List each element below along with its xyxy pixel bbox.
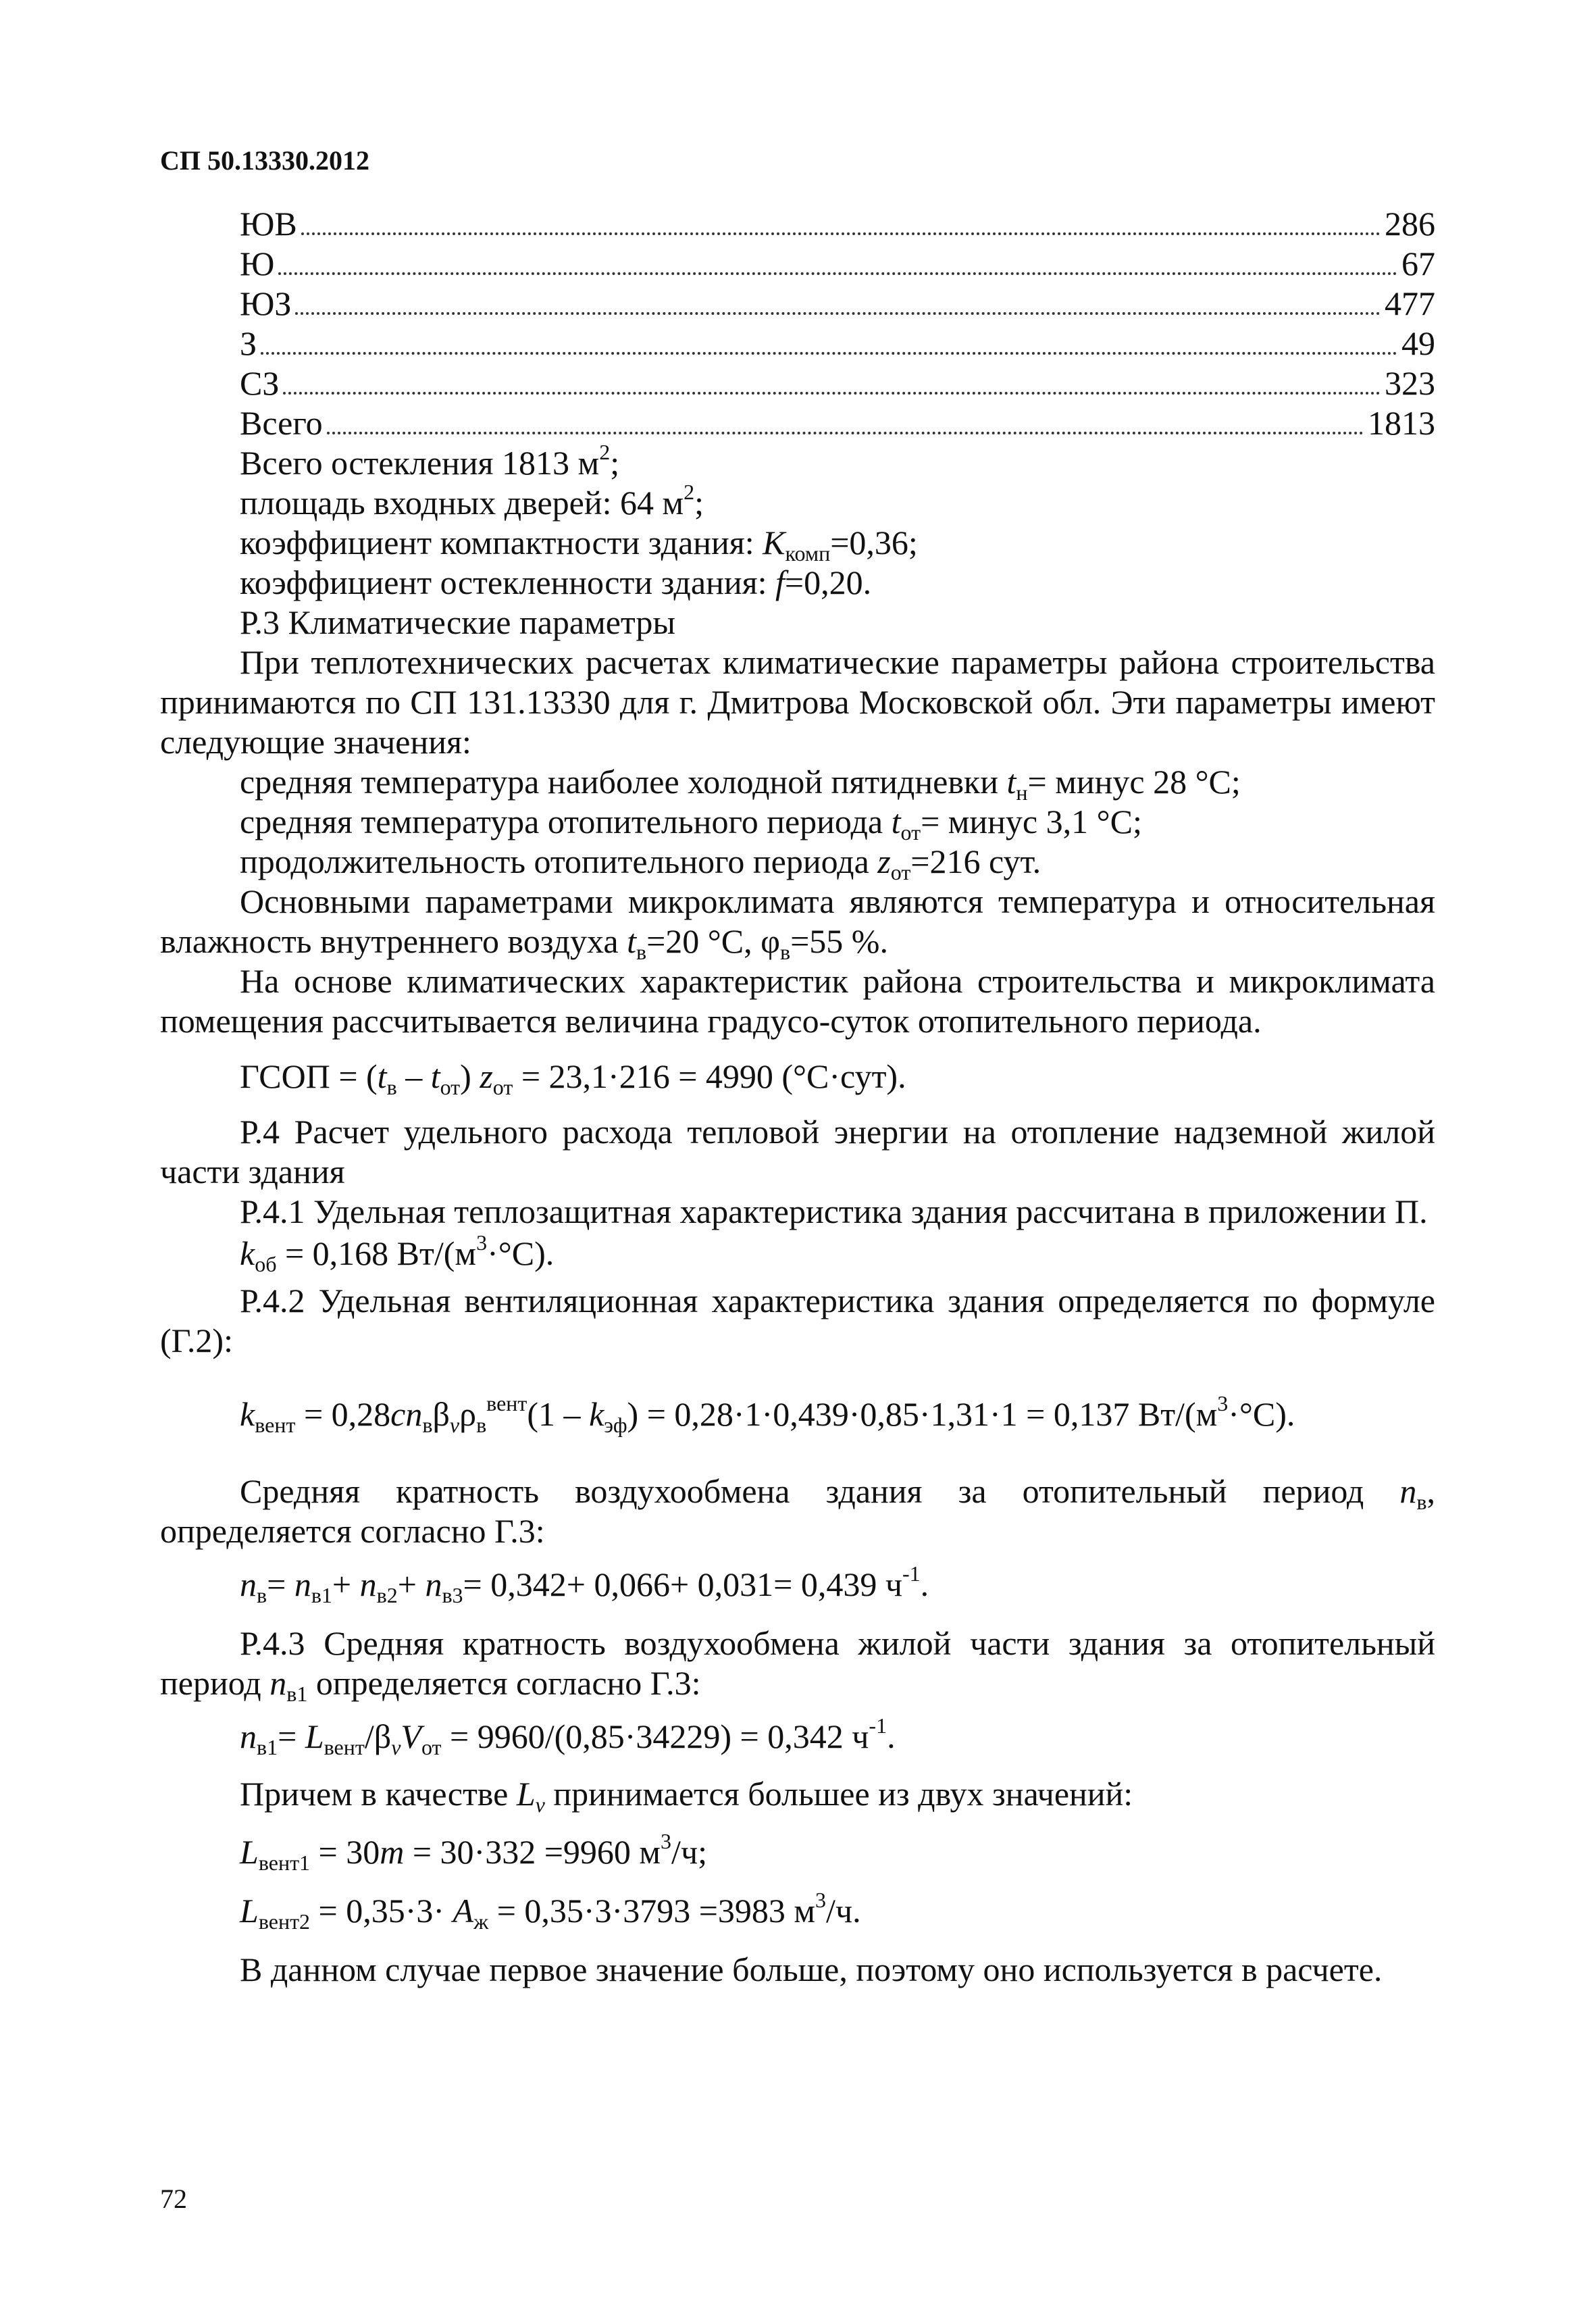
section-p4-title: Р.4 Расчет удельного расхода тепловой энергии на отопление надземной жилой (240, 1113, 1435, 1151)
nv-formula: $n_в= n_{в1}+ n_{в2}+ n_{в3}= 0,342+ 0,066+ 0,031= 0,439$ $ч^{-1}$. (240, 1561, 929, 1607)
kvent-formula: $k_{вент} = 0,28cn_в\beta_v\rho_в^{вент}(1 - k_{эф}) = 0,28\cdot 1\cdot 0,439\cdot 0,85\cdot 1,31\cdot 1 = 0,137$ $Вт/(м^3\cdot^\circ С)$. (240, 1391, 1295, 1437)
orientation-label: ЮЗ (240, 284, 292, 322)
paragraph-line: следующие значения: (160, 723, 471, 761)
dot-leader (301, 232, 1381, 235)
k-ob-value: = 0,168 Вт/(м (276, 1234, 477, 1272)
compactness-subscript: комп (785, 541, 831, 565)
paragraph-p42: Р.4.2 Удельная вентиляционная характеристика здания определяется по формуле (240, 1282, 1435, 1319)
document-code-header: СП 50.13330.2012 (160, 145, 369, 176)
formula-part: ) (460, 1057, 480, 1095)
orientation-row (240, 207, 1435, 243)
compactness-symbol: K (763, 524, 786, 561)
t-heat-text: средняя температура отопительного периода (240, 803, 892, 840)
paragraph-line: влажность внутреннего воздуха $t_в=20$ °С, $\varphi_в=55$ %. (160, 922, 888, 964)
glazing-coefficient (240, 565, 871, 599)
compactness-coefficient (240, 524, 918, 565)
t-heat-value: = минус 3,1 °С; (921, 803, 1142, 840)
glazing-coef-symbol: f (775, 563, 785, 601)
heating-period-temperature: средняя температура отопительного периода $t_{от}=$ минус 3,1 °С; (240, 803, 1142, 845)
compactness-value: =0,36; (830, 524, 918, 561)
glazing-text: Всего остекления 1813 м (240, 444, 600, 482)
paragraph-line: На основе климатических характеристик района строительства и микроклимата (240, 962, 1435, 1000)
orientation-row (240, 326, 1435, 363)
glazing-total: Всего остекления 1813 $м^2$; (240, 440, 620, 482)
lv-text: принимается большее из двух значений: (544, 1775, 1133, 1813)
formula-part: = 0,35·3· (310, 1892, 453, 1930)
micro-text: =55 %. (790, 922, 888, 960)
paragraph-nv: Средняя кратность воздухообмена здания за отопительный период $n_в$, (240, 1472, 1435, 1514)
cold-five-day-temperature: средняя температура наиболее холодной пятидневки $t_н=$ минус 28 °С; (240, 763, 1241, 805)
paragraph-line: При теплотехнических расчетах климатические параметры района строительства (240, 643, 1435, 681)
door-area-text: площадь входных дверей: 64 м (240, 484, 684, 522)
formula-part: /ч; (671, 1833, 707, 1871)
heating-period-duration: продолжительность отопительного периода $z_{от}=216$ сут. (240, 842, 1041, 884)
formula-part: = 30·332 =9960 м (404, 1833, 661, 1871)
door-area: площадь входных дверей: 64 $м^2$; (240, 480, 704, 522)
orientation-label: Ю (240, 245, 275, 282)
orientation-value: 323 (1385, 364, 1435, 402)
dot-leader (327, 432, 1364, 434)
z-text: продолжительность отопительного периода (240, 842, 878, 880)
nv-text: Средняя кратность воздухообмена здания за отопительный период (240, 1472, 1364, 1510)
dot-leader (278, 272, 1397, 275)
nv-symbol: n (1399, 1472, 1417, 1510)
nv-subscript: в (1416, 1490, 1427, 1514)
nv1-formula: $n_{в1}= L_{вент}/\beta_vV_{от} = 9960/(0,85\cdot 34229) = 0,342$ $ч^{-1}$. (240, 1713, 896, 1759)
paragraph-line: принимаются по СП 131.13330 для г. Дмитрова Московской обл. Эти параметры имеют (160, 683, 1435, 721)
glazing-coef-value: =0,20. (784, 563, 872, 601)
formula-part: = 9960/(0,85·34229) = 0,342 ч (441, 1717, 869, 1755)
glazing-coef-text: коэффициент остекленности здания: (240, 563, 775, 601)
formula-part: (1 – (527, 1395, 590, 1433)
paragraph-p43: Р.4.3 Средняя кратность воздухообмена жилой части здания за отопительный (240, 1624, 1435, 1662)
k-subscript: об (255, 1252, 277, 1276)
orientation-label: З (240, 324, 257, 362)
formula-part: – (396, 1057, 431, 1095)
orientation-value: 49 (1401, 324, 1435, 362)
orientation-value: 477 (1385, 284, 1435, 322)
section-p3-title: Р.3 Климатические параметры (240, 603, 675, 641)
paragraph-line: помещения рассчитывается величина градусо-суток отопительного периода. (160, 1002, 1262, 1040)
formula-part: = 0,35·3·3793 =3983 м (488, 1892, 816, 1930)
formula-part: = 0,342+ 0,066+ 0,031= 0,439 ч (463, 1565, 902, 1603)
conclusion: В данном случае первое значение больше, поэтому оно используется в расчете. (240, 1951, 1383, 1988)
formula-part: ) = 0,28·1·0,439·0,85·1,31·1 = 0,137 Вт/(м (627, 1395, 1218, 1433)
z-value: =216 сут. (910, 842, 1041, 880)
p43-text: период (160, 1664, 270, 1702)
formula-part: ·°С). (1228, 1395, 1295, 1433)
page-number: 72 (160, 2184, 187, 2214)
orientation-row (240, 247, 1435, 283)
p43-text: определяется согласно Г.3: (307, 1664, 701, 1702)
paragraph-nv-cont: определяется согласно Г.3: (160, 1512, 545, 1550)
compactness-text: коэффициент компактности здания: (240, 524, 763, 561)
paragraph-p41: Р.4.1 Удельная теплозащитная характеристика здания рассчитана в приложении П. (240, 1192, 1428, 1230)
dot-leader (283, 392, 1381, 395)
orientation-row (240, 286, 1435, 323)
lv-choice: Причем в качестве $L_v$ принимается большее из двух значений: (240, 1775, 1133, 1817)
l-vent2-formula: $L_{вент2} = 0,35\cdot 3\cdot A_ж = 0,35\cdot 3\cdot 3793 =3983$ $м^3/ч$. (240, 1888, 861, 1934)
dot-leader (261, 352, 1397, 355)
orientation-row-total (240, 406, 1435, 443)
dot-leader (295, 312, 1381, 315)
section-p4-title-cont: части здания (160, 1153, 345, 1190)
formula-part: = 30 (310, 1833, 380, 1871)
formula-part: /ч. (826, 1892, 861, 1930)
t-cold-value: = минус 28 °С; (1027, 763, 1241, 801)
formula-part: ГСОП = ( (240, 1057, 378, 1095)
paragraph-p42-cont: (Г.2): (160, 1322, 233, 1359)
micro-text: =20 °С, φ (646, 922, 780, 960)
k-symbol: k (240, 1234, 255, 1272)
orientation-value: 286 (1385, 205, 1435, 243)
paragraph-line: Основными параметрами микроклимата являются температура и относительная (240, 882, 1435, 920)
orientation-label: Всего (240, 404, 323, 442)
paragraph-p43-cont: период $n_{в1}$ определяется согласно Г.3: (160, 1664, 701, 1706)
t-cold-text: средняя температура наиболее холодной пятидневки (240, 763, 1007, 801)
l-vent1-formula: $L_{вент1} = 30m = 30\cdot 332 =9960$ $м^3/ч$; (240, 1829, 707, 1875)
orientation-value: 67 (1401, 245, 1435, 282)
orientation-row (240, 366, 1435, 403)
lv-text: Причем в качестве (240, 1775, 517, 1813)
micro-text: влажность внутреннего воздуха (160, 922, 627, 960)
gsop-formula: ГСОП = $(t_в - t_{от}) z_{от} = 23,1\cdot 216 = 4990$ (°С·сут). (240, 1057, 906, 1099)
k-ob-formula: $k_{об} = 0,168$ $Вт/(м^3\cdot^\circ С)$. (240, 1230, 555, 1276)
formula-part: = 23,1·216 = 4990 (°С·сут). (513, 1057, 906, 1095)
orientation-label: ЮВ (240, 205, 297, 243)
k-ob-unit: ·°С). (487, 1234, 555, 1272)
orientation-value: 1813 (1368, 404, 1435, 442)
formula-part: = 0,28 (295, 1395, 391, 1433)
orientation-label: СЗ (240, 364, 280, 402)
